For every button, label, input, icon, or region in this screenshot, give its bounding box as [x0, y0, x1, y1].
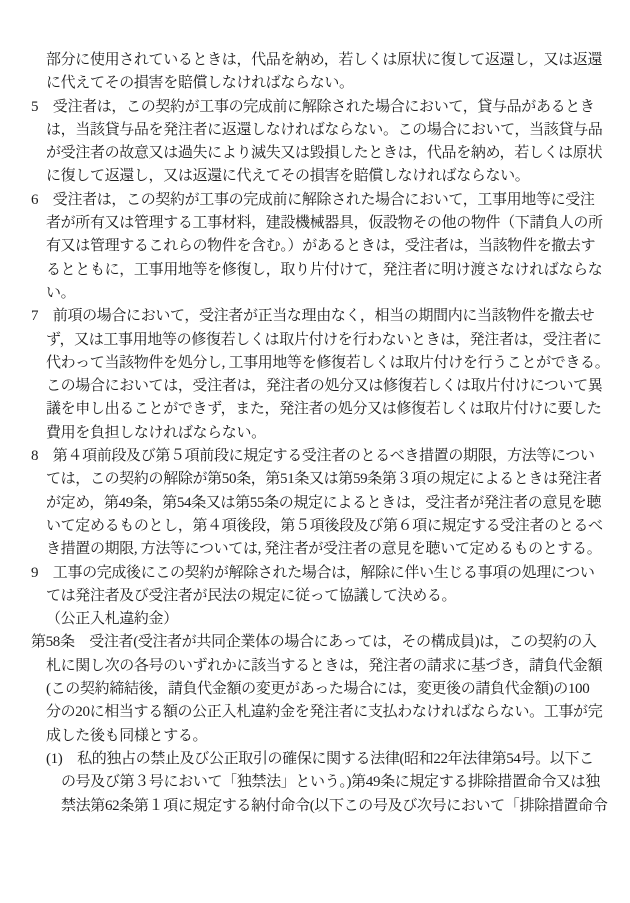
- text-line: 費用を負担しなければならない。: [46, 424, 266, 441]
- text-line: が受注者の故意又は過失により滅失又は毀損したときは，代品を納め，若しくは原状: [46, 145, 603, 162]
- text-line: い。: [46, 284, 76, 301]
- text-line: 議を申し出ることができず，また，発注者の処分又は修復若しくは取片付けに要した: [46, 401, 602, 418]
- text-line: ては発注者及び受注者が民法の規定に従って協議して決める。: [46, 587, 457, 604]
- text-line: は，当該貸与品を発注者に返還しなければならない。この場合において，当該貸与品: [46, 121, 603, 138]
- clause-7: [31, 305, 610, 445]
- text-line: この場合においては，受注者は，発注者の処分又は修復若しくは取片付けについて異: [46, 378, 603, 395]
- clause-9: [31, 562, 606, 609]
- text-line: が定め，第49条，第54条又は第55条の規定によるときは，受注者が発注者の意見を聴: [46, 494, 602, 511]
- text-line: 分の20に相当する額の公正入札違約金を発注者に支払わなければならない。工事が完: [46, 704, 603, 721]
- clause-8: [31, 445, 606, 561]
- text-line: に代えてその損害を賠償しなければならない。: [46, 75, 354, 92]
- text-line: に復して返還し，又は返還に代えてその損害を賠償しなければならない。: [46, 168, 530, 185]
- text-line: ず，又は工事用地等の修復若しくは取片付けを行わないときは，発注者は，受注者に: [46, 331, 602, 348]
- text-line: の号及び第３号において「独禁法」という。)第49条に規定する排除措置命令又は独: [61, 774, 600, 791]
- text-line: 6 受注者は，この契約が工事の完成前に解除された場合において，工事用地等に受注: [31, 191, 595, 208]
- text-line: いて定めるものとし，第４項後段，第５項後段及び第６項に規定する受注者のとるべ: [46, 517, 603, 534]
- text-line: 9 工事の完成後にこの契約が解除された場合は，解除に伴い生じる事項の処理につい: [31, 564, 595, 581]
- text-line: 第58条 受注者(受注者が共同企業体の場合にあっては，その構成員)は，この契約の入: [31, 634, 597, 651]
- text-line: 代わって当該物件を処分し, 工事用地等を修復若しくは取片付けを行うことができる。: [46, 354, 610, 371]
- text-line: 札に関し次の各号のいずれかに該当するときは，発注者の請求に基づき，請負代金額: [46, 657, 603, 674]
- text-line: 禁法第62条第１項に規定する納付命令(以下この号及び次号において「排除措置命令: [61, 797, 608, 814]
- article-58: [31, 631, 606, 747]
- text-line: き措置の期限, 方法等については, 発注者が受注者の意見を聴いて定めるものとする。: [46, 541, 602, 558]
- text-line: (この契約締結後，請負代金額の変更があった場合には，変更後の請負代金額)の100: [46, 681, 590, 698]
- text-line: 成した後も同様とする。: [46, 727, 208, 744]
- article-58-item-1: [31, 748, 606, 818]
- text-line: 7 前項の場合において，受注者が正当な理由なく，相当の期間内に当該物件を撤去せ: [31, 308, 595, 325]
- text-line: るとともに，工事用地等を修復し，取り片付けて，発注者に明け渡さなければならな: [46, 261, 603, 278]
- text-line: 5 受注者は，この契約が工事の完成前に解除された場合において，貸与品があるとき: [31, 98, 595, 115]
- clause-6: [31, 189, 606, 305]
- section-heading: （公正入札違約金）: [46, 611, 178, 628]
- text-line: 有又は管理するこれらの物件を含む。）があるときは，受注者は，当該物件を撤去す: [46, 238, 596, 255]
- clause-5: [31, 96, 606, 189]
- text-line: ては，この契約の解除が第50条，第51条又は第59条第３項の規定によるときは発注者: [46, 471, 602, 488]
- clause-4-continuation: [31, 49, 606, 96]
- text-line: 8 第４項前段及び第５項前段に規定する受注者のとるべき措置の期限，方法等につい: [31, 448, 595, 465]
- text-line: 部分に使用されているときは，代品を納め，若しくは原状に復して返還し，又は返還: [46, 52, 603, 68]
- text-line: 者が所有又は管理する工事材料，建設機械器具，仮設物その他の物件（下請負人の所: [46, 215, 603, 232]
- text-line: (1) 私的独占の禁止及び公正取引の確保に関する法律(昭和22年法律第54号。以下こ: [46, 750, 594, 767]
- section-heading-fair-bid-penalty: [31, 608, 606, 631]
